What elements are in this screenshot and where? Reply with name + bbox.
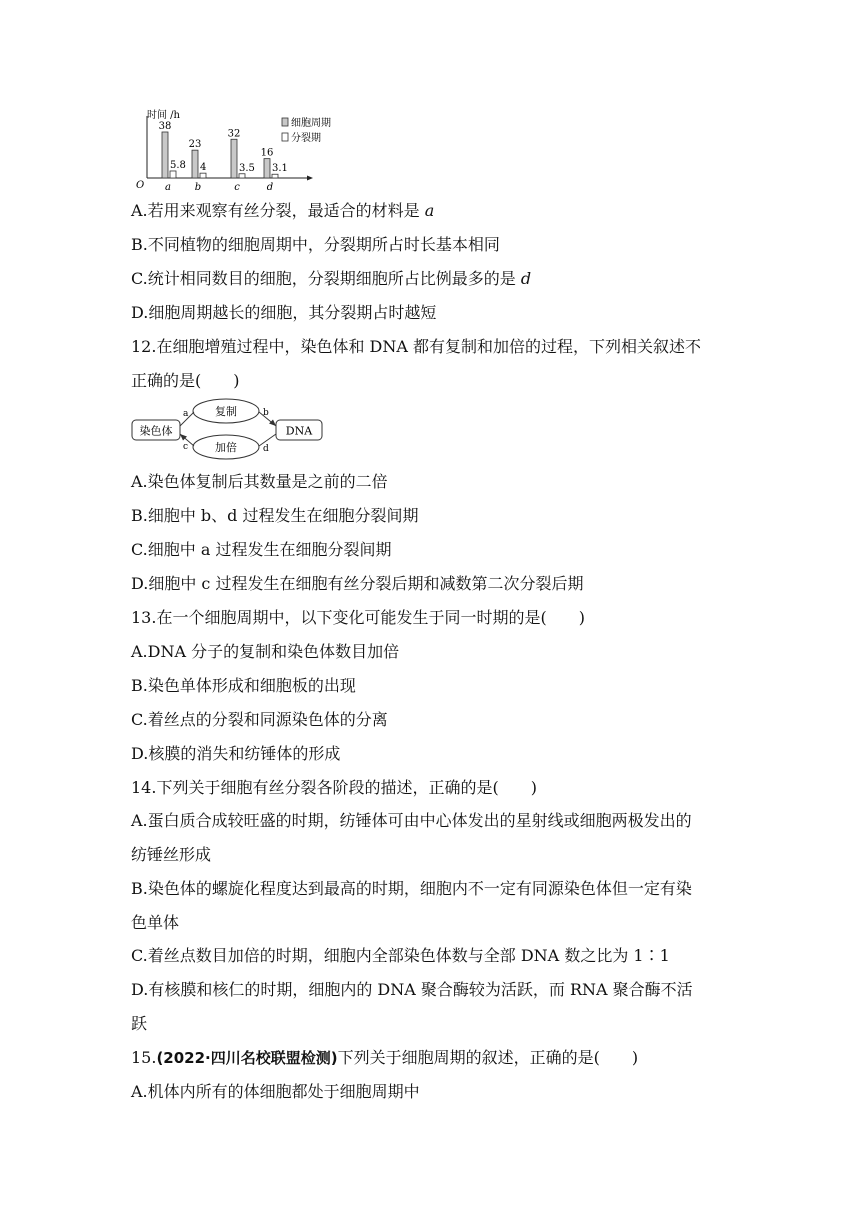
question-12-line-2: 正确的是( ) bbox=[131, 371, 240, 390]
data-label-division-b: 4 bbox=[200, 162, 207, 174]
question-14-option-d-line-1: D.有核膜和核仁的时期，细胞内的 DNA 聚合酶较为活跃，而 RNA 聚合酶不活 bbox=[131, 980, 693, 999]
question-14-stem: 14.下列关于细胞有丝分裂各阶段的描述，正确的是( ) bbox=[131, 778, 537, 797]
question-14-option-b-line-1: B.染色体的螺旋化程度达到最高的时期，细胞内不一定有同源染色体但一定有染 bbox=[131, 879, 692, 898]
question-15-option-a: A.机体内所有的体细胞都处于细胞周期中 bbox=[131, 1082, 420, 1101]
bar-cycle-c bbox=[231, 139, 237, 178]
question-13-option-d: D.核膜的消失和纺锤体的形成 bbox=[131, 744, 341, 763]
data-label-cycle-a: 38 bbox=[158, 121, 172, 132]
question-13-option-b: B.染色单体形成和细胞板的出现 bbox=[131, 676, 356, 695]
question-14-option-b-line-2: 色单体 bbox=[131, 913, 180, 932]
replication-label: 复制 bbox=[215, 405, 237, 418]
question-14-option-a-line-2: 纺锤丝形成 bbox=[131, 845, 212, 864]
question-13-stem: 13.在一个细胞周期中，以下变化可能发生于同一时期的是( ) bbox=[131, 608, 585, 627]
question-12-option-a: A.染色体复制后其数量是之前的二倍 bbox=[131, 472, 388, 491]
question-12-option-b: B.细胞中 b、d 过程发生在细胞分裂间期 bbox=[131, 506, 419, 525]
bar-division-c bbox=[239, 174, 245, 178]
chromosome-box-label: 染色体 bbox=[139, 424, 173, 438]
legend-label-division: 分裂期 bbox=[291, 133, 321, 144]
option-a-italic: a bbox=[424, 201, 435, 220]
bar-cycle-b bbox=[192, 150, 198, 178]
option-c-text: C.统计相同数目的细胞，分裂期细胞所占比例最多的是 bbox=[131, 269, 521, 288]
question-14-option-a-line-1: A.蛋白质合成较旺盛的时期，纺锤体可由中心体发出的星射线或细胞两极发出的 bbox=[131, 811, 692, 830]
label-c: c bbox=[183, 442, 189, 452]
question-13-option-c: C.着丝点的分裂和同源染色体的分离 bbox=[131, 710, 388, 729]
doubling-label: 加倍 bbox=[215, 441, 237, 454]
option-c-line bbox=[131, 269, 531, 289]
label-b: b bbox=[263, 408, 269, 418]
dna-box-label: DNA bbox=[285, 424, 313, 438]
chromosome-dna-diagram bbox=[128, 396, 338, 462]
x-axis-arrow bbox=[307, 176, 313, 181]
question-14-option-c: C.着丝点数目加倍的时期，细胞内全部染色体数与全部 DNA 数之比为 1∶1 bbox=[131, 946, 670, 965]
label-d: d bbox=[263, 444, 269, 454]
data-label-division-a: 5.8 bbox=[170, 159, 186, 171]
bar-chart bbox=[128, 104, 358, 196]
question-15-source: (2022·四川名校联盟检测) bbox=[156, 1049, 338, 1067]
legend-label-cycle: 细胞周期 bbox=[291, 118, 331, 129]
option-c-italic: d bbox=[520, 269, 532, 288]
question-15-stem bbox=[131, 1048, 638, 1068]
bar-cycle-d bbox=[264, 159, 270, 178]
x-tick-label-a: a bbox=[165, 182, 171, 193]
data-label-cycle-d: 16 bbox=[260, 147, 274, 159]
data-label-cycle-c: 32 bbox=[227, 128, 241, 140]
bar-division-d bbox=[272, 174, 278, 178]
question-15-number: 15. bbox=[131, 1048, 157, 1067]
option-a-line bbox=[131, 201, 434, 221]
bar-division-a bbox=[170, 171, 176, 178]
bar-cycle-a bbox=[162, 132, 168, 178]
question-12-line-1: 12.在细胞增殖过程中，染色体和 DNA 都有复制和加倍的过程，下列相关叙述不 bbox=[131, 337, 702, 356]
data-label-cycle-b: 23 bbox=[188, 139, 202, 151]
legend-swatch-cycle bbox=[282, 118, 288, 126]
legend-swatch-division bbox=[282, 133, 288, 141]
x-tick-label-c: c bbox=[234, 182, 240, 193]
question-12-option-c: C.细胞中 a 过程发生在细胞分裂间期 bbox=[131, 540, 392, 559]
y-axis-label: 时间 /h bbox=[147, 110, 180, 121]
option-b-line: B.不同植物的细胞周期中，分裂期所占时长基本相同 bbox=[131, 235, 500, 254]
origin-label: O bbox=[136, 180, 145, 191]
data-label-division-c: 3.5 bbox=[239, 162, 255, 174]
bar-division-b bbox=[200, 173, 206, 178]
arrowhead-b bbox=[269, 420, 276, 427]
question-14-option-d-line-2: 跃 bbox=[131, 1014, 148, 1033]
data-label-division-d: 3.1 bbox=[272, 163, 288, 175]
x-tick-label-b: b bbox=[194, 182, 202, 193]
question-15-text: 下列关于细胞周期的叙述，正确的是( ) bbox=[337, 1048, 639, 1067]
option-d-line: D.细胞周期越长的细胞，其分裂期占时越短 bbox=[131, 303, 437, 322]
question-12-option-d: D.细胞中 c 过程发生在细胞有丝分裂后期和减数第二次分裂后期 bbox=[131, 574, 584, 593]
label-a: a bbox=[183, 409, 189, 419]
option-a-text: A.若用来观察有丝分裂，最适合的材料是 bbox=[131, 201, 425, 220]
x-tick-label-d: d bbox=[266, 182, 274, 193]
question-13-option-a: A.DNA 分子的复制和染色体数目加倍 bbox=[131, 642, 400, 661]
